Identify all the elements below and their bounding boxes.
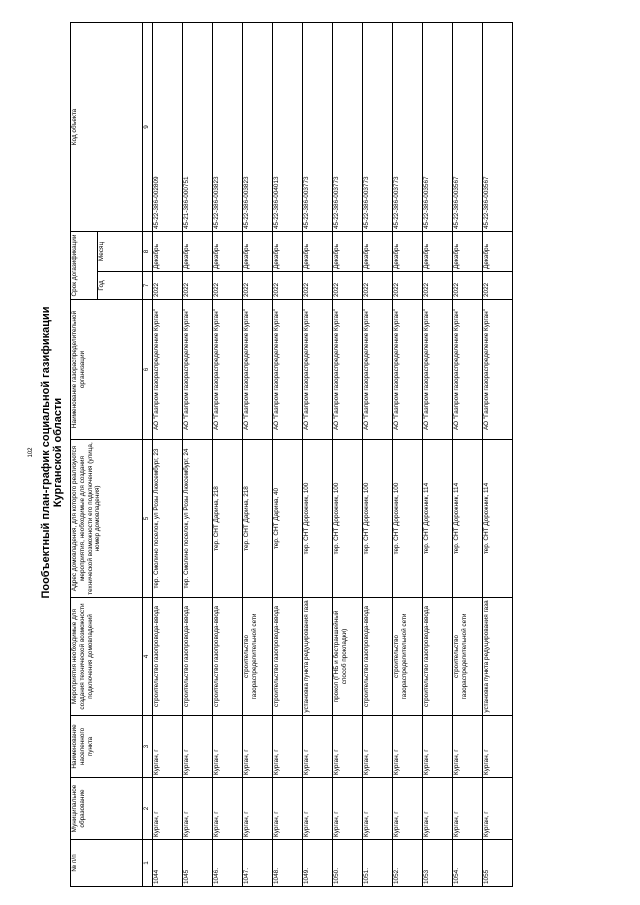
organization-cell: АО "Газпром газораспределение Курган" — [243, 300, 273, 440]
row-number: 1049. — [303, 840, 333, 887]
municipality-cell: Курган, г — [483, 778, 513, 840]
measure-cell: строительство газопровода-ввода — [153, 598, 183, 716]
page-number: 102 — [28, 447, 34, 458]
object-code-cell: 45-21-386-000751 — [183, 23, 213, 232]
title-line-2: Курганской области — [52, 397, 64, 508]
organization-cell: АО "Газпром газораспределение Курган" — [273, 300, 303, 440]
address-cell: тер. СНТ Дорожник, 114 — [453, 440, 483, 598]
address-cell: тер. СНТ Дорожник, 100 — [333, 440, 363, 598]
row-number: 1044 — [153, 840, 183, 887]
municipality-cell: Курган, г — [213, 778, 243, 840]
gasification-table — [70, 22, 513, 887]
measure-cell: строительство газопровода-ввода — [213, 598, 243, 716]
header-row — [71, 23, 98, 887]
municipality-cell: Курган, г — [243, 778, 273, 840]
year-cell: 2022 — [393, 272, 423, 300]
settlement-cell: Курган, г — [213, 716, 243, 778]
address-cell: тер. СНТ Дорожник, 114 — [483, 440, 513, 598]
organization-cell: АО "Газпром газораспределение Курган" — [183, 300, 213, 440]
column-number: 5 — [143, 440, 153, 598]
measure-cell: установка пункта редуцирования газа — [303, 598, 333, 716]
municipality-cell: Курган, г — [453, 778, 483, 840]
address-cell: тер. Смолино поселок, ул Розы Люксембург, 23 — [153, 440, 183, 598]
row-number: 1047. — [243, 840, 273, 887]
measure-cell: строительство газораспределительной сети — [393, 598, 423, 716]
table-row — [153, 23, 183, 887]
column-number: 1 — [143, 840, 153, 887]
month-cell: Декабрь — [213, 232, 243, 272]
header-settlement: Наименование населенного пункта — [71, 716, 143, 778]
row-number: 1045 — [183, 840, 213, 887]
measure-cell: строительство газопровода-ввода — [363, 598, 393, 716]
header-month: Месяц — [98, 232, 143, 272]
row-number: 1052. — [393, 840, 423, 887]
table-row — [303, 23, 333, 887]
address-cell: тер. СНТ Дарина, 40 — [273, 440, 303, 598]
settlement-cell: Курган, г — [453, 716, 483, 778]
object-code-cell: 45-22-386-003773 — [333, 23, 363, 232]
table-row — [393, 23, 423, 887]
table-row — [363, 23, 393, 887]
header-address: Адрес домовладения, для которого реализуются мероприятия, необходимые для создания технической возможности его подключения (улица, номер домовладения) — [71, 440, 143, 598]
address-cell: тер. СНТ Дорожник, 100 — [393, 440, 423, 598]
column-number: 3 — [143, 716, 153, 778]
year-cell: 2022 — [183, 272, 213, 300]
settlement-cell: Курган, г — [333, 716, 363, 778]
measure-cell: установка пункта редуцирования газа — [483, 598, 513, 716]
year-cell: 2022 — [363, 272, 393, 300]
year-cell: 2022 — [213, 272, 243, 300]
row-number: 1055 — [483, 840, 513, 887]
object-code-cell: 45-22-386-003567 — [483, 23, 513, 232]
municipality-cell: Курган, г — [423, 778, 453, 840]
column-number: 9 — [143, 23, 153, 232]
object-code-cell: 45-22-386-003567 — [453, 23, 483, 232]
object-code-cell: 45-22-386-003823 — [213, 23, 243, 232]
organization-cell: АО "Газпром газораспределение Курган" — [393, 300, 423, 440]
row-number: 1048. — [273, 840, 303, 887]
object-code-cell: 45-22-386-004013 — [273, 23, 303, 232]
column-number-row — [143, 23, 153, 887]
header-year: Год — [98, 272, 143, 300]
header-measures: Мероприятия необходимые для создания технической возможности подключения домовладений — [71, 598, 143, 716]
table-row — [483, 23, 513, 887]
month-cell: Декабрь — [183, 232, 213, 272]
municipality-cell: Курган, г — [393, 778, 423, 840]
organization-cell: АО "Газпром газораспределение Курган" — [303, 300, 333, 440]
municipality-cell: Курган, г — [363, 778, 393, 840]
document-title — [40, 0, 64, 905]
year-cell: 2022 — [483, 272, 513, 300]
table-row — [453, 23, 483, 887]
municipality-cell: Курган, г — [303, 778, 333, 840]
settlement-cell: Курган, г — [303, 716, 333, 778]
row-number: 1053 — [423, 840, 453, 887]
header-org: Наименование газораспределительной организации — [71, 300, 143, 440]
object-code-cell: 45-22-386-003773 — [363, 23, 393, 232]
column-number: 2 — [143, 778, 153, 840]
settlement-cell: Курган, г — [153, 716, 183, 778]
month-cell: Декабрь — [273, 232, 303, 272]
organization-cell: АО "Газпром газораспределение Курган" — [483, 300, 513, 440]
table-row — [423, 23, 453, 887]
settlement-cell: Курган, г — [363, 716, 393, 778]
table-row — [273, 23, 303, 887]
organization-cell: АО "Газпром газораспределение Курган" — [363, 300, 393, 440]
organization-cell: АО "Газпром газораспределение Курган" — [153, 300, 183, 440]
settlement-cell: Курган, г — [423, 716, 453, 778]
table-row — [213, 23, 243, 887]
year-cell: 2022 — [303, 272, 333, 300]
measure-cell: строительство газопровода-ввода — [423, 598, 453, 716]
column-number: 4 — [143, 598, 153, 716]
row-number: 1054. — [453, 840, 483, 887]
month-cell: Декабрь — [483, 232, 513, 272]
year-cell: 2022 — [273, 272, 303, 300]
object-code-cell: 45-22-386-003773 — [393, 23, 423, 232]
address-cell: тер. СНТ Дарина, 218 — [213, 440, 243, 598]
measure-cell: строительство газопровода-ввода — [183, 598, 213, 716]
title-line-1: Пообъектный план-график социальной газификации — [40, 306, 52, 599]
header-municipality: Муниципальное образование — [71, 778, 143, 840]
address-cell: тер. СНТ Дарина, 218 — [243, 440, 273, 598]
column-number: 7 — [143, 272, 153, 300]
row-number: 1050. — [333, 840, 363, 887]
object-code-cell: 45-22-386-002809 — [153, 23, 183, 232]
settlement-cell: Курган, г — [183, 716, 213, 778]
header-code: Код объекта — [71, 23, 143, 232]
settlement-cell: Курган, г — [393, 716, 423, 778]
measure-cell: строительство газораспределительной сети — [243, 598, 273, 716]
measure-cell: строительство газораспределительной сети — [453, 598, 483, 716]
object-code-cell: 45-22-386-003567 — [423, 23, 453, 232]
table-row — [333, 23, 363, 887]
month-cell: Декабрь — [243, 232, 273, 272]
municipality-cell: Курган, г — [273, 778, 303, 840]
address-cell: тер. СНТ Дорожник, 114 — [423, 440, 453, 598]
organization-cell: АО "Газпром газораспределение Курган" — [213, 300, 243, 440]
object-code-cell: 45-22-386-003823 — [243, 23, 273, 232]
column-number: 6 — [143, 300, 153, 440]
month-cell: Декабрь — [453, 232, 483, 272]
measure-cell: прокол (ГНБ и бестраншейный способ прокладки) — [333, 598, 363, 716]
row-number: 1046. — [213, 840, 243, 887]
table-row — [243, 23, 273, 887]
municipality-cell: Курган, г — [333, 778, 363, 840]
settlement-cell: Курган, г — [243, 716, 273, 778]
year-cell: 2022 — [243, 272, 273, 300]
table-row — [183, 23, 213, 887]
header-deadline: Срок догазификации — [71, 232, 98, 300]
year-cell: 2022 — [333, 272, 363, 300]
month-cell: Декабрь — [333, 232, 363, 272]
month-cell: Декабрь — [423, 232, 453, 272]
header-num: № п/п — [71, 840, 143, 887]
municipality-cell: Курган, г — [183, 778, 213, 840]
settlement-cell: Курган, г — [483, 716, 513, 778]
month-cell: Декабрь — [363, 232, 393, 272]
organization-cell: АО "Газпром газораспределение Курган" — [423, 300, 453, 440]
row-number: 1051. — [363, 840, 393, 887]
address-cell: тер. Смолино поселок, ул Розы Люксембург, 24 — [183, 440, 213, 598]
settlement-cell: Курган, г — [273, 716, 303, 778]
year-cell: 2022 — [153, 272, 183, 300]
year-cell: 2022 — [423, 272, 453, 300]
organization-cell: АО "Газпром газораспределение Курган" — [333, 300, 363, 440]
column-number: 8 — [143, 232, 153, 272]
month-cell: Декабрь — [393, 232, 423, 272]
address-cell: тер. СНТ Дорожник, 100 — [303, 440, 333, 598]
year-cell: 2022 — [453, 272, 483, 300]
month-cell: Декабрь — [303, 232, 333, 272]
object-code-cell: 45-22-386-003773 — [303, 23, 333, 232]
municipality-cell: Курган, г — [153, 778, 183, 840]
organization-cell: АО "Газпром газораспределение Курган" — [453, 300, 483, 440]
measure-cell: строительство газопровода-ввода — [273, 598, 303, 716]
month-cell: Декабрь — [153, 232, 183, 272]
address-cell: тер. СНТ Дорожник, 100 — [363, 440, 393, 598]
